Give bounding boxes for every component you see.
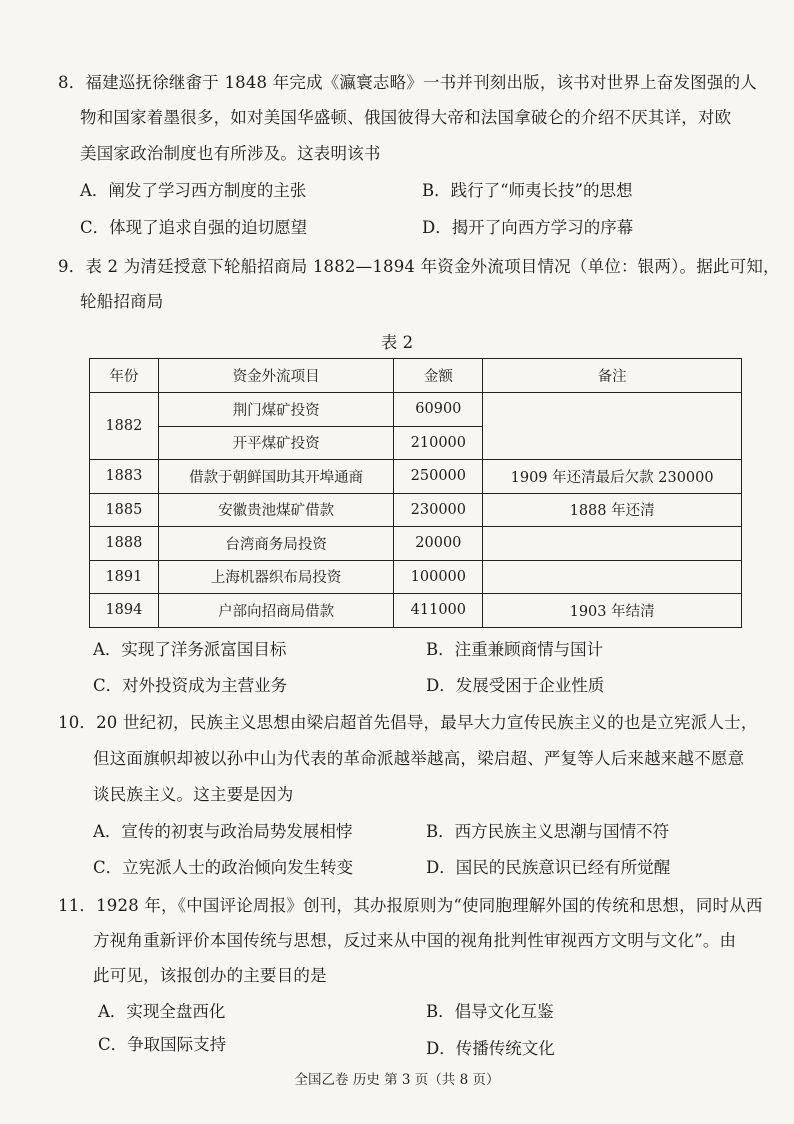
q8-line-2: 物和国家着墨很多，如对美国华盛顿、俄国彼得大帝和法国拿破仑的介绍不厌其详，对欧: [80, 108, 732, 127]
header-note: 备注: [483, 359, 742, 393]
cell-item: 台湾商务局投资: [158, 527, 394, 561]
q8-line-3: 美国家政治制度也有所涉及。这表明该书: [80, 144, 381, 163]
q10-number: 10．: [58, 713, 97, 732]
cell-item: 上海机器织布局投资: [158, 560, 394, 594]
q10-option-b[interactable]: B．西方民族主义思潮与国情不符: [426, 822, 670, 841]
cell-note: [483, 393, 742, 460]
q9-option-d[interactable]: D．发展受困于企业性质: [426, 676, 605, 695]
q8-number: 8．: [58, 73, 86, 92]
header-item: 资金外流项目: [158, 359, 394, 393]
q9-option-a[interactable]: A．实现了洋务派富国目标: [93, 640, 287, 659]
page-footer: 全国乙卷 历史 第 3 页（共 8 页）: [294, 1072, 500, 1088]
q9-option-b[interactable]: B．注重兼顾商情与国计: [426, 640, 604, 659]
cell-note: [483, 527, 742, 561]
q8-option-a[interactable]: A．阐发了学习西方制度的主张: [80, 181, 307, 200]
q10-option-d[interactable]: D．国民的民族意识已经有所觉醒: [426, 858, 671, 877]
q11-line-2: 方视角重新评价本国传统与思想，反过来从中国的视角批判性审视西方文明与文化”。由: [93, 931, 737, 950]
cell-year: 1882: [90, 393, 159, 460]
q10-line-2: 但这面旗帜却被以孙中山为代表的革命派越举越高，梁启超、严复等人后来越来越不愿意: [93, 749, 745, 768]
cell-amount: 100000: [394, 560, 483, 594]
cell-item: 开平煤矿投资: [158, 426, 394, 460]
table-header-row: [90, 359, 742, 393]
table-row: [90, 560, 742, 594]
q10-option-a[interactable]: A．宣传的初衷与政治局势发展相悖: [93, 822, 353, 841]
q8-option-d[interactable]: D．揭开了向西方学习的序幕: [422, 218, 634, 237]
cell-amount: 20000: [394, 527, 483, 561]
q9-line-2: 轮船招商局: [80, 292, 164, 311]
cell-note: 1888 年还清: [483, 493, 742, 527]
table-row: [90, 527, 742, 561]
cell-year: 1885: [90, 493, 159, 527]
q10-line-3: 谈民族主义。这主要是因为: [93, 785, 294, 804]
cell-item: 借款于朝鲜国助其开埠通商: [158, 460, 394, 494]
cell-amount: 411000: [394, 594, 483, 628]
cell-note: 1903 年结清: [483, 594, 742, 628]
capital-outflow-table: [89, 358, 742, 628]
q11-option-d[interactable]: D．传播传统文化: [426, 1039, 555, 1058]
cell-year: 1883: [90, 460, 159, 494]
cell-year: 1894: [90, 594, 159, 628]
q11-line-1: 11．1928 年，《中国评论周报》创刊，其办报原则为“使同胞理解外国的传统和思想，同时从西: [58, 896, 763, 915]
cell-amount: 60900: [394, 393, 483, 427]
q9-line-1: 9．表 2 为清廷授意下轮船招商局 1882—1894 年资金外流项目情况（单位：银两）。据此可知，: [58, 257, 780, 276]
q8-option-b[interactable]: B．践行了“师夷长技”的思想: [422, 181, 633, 200]
q8-option-c[interactable]: C．体现了追求自强的迫切愿望: [80, 218, 308, 237]
header-year: 年份: [90, 359, 159, 393]
table-row: [90, 460, 742, 494]
cell-amount: 250000: [394, 460, 483, 494]
cell-item: 安徽贵池煤矿借款: [158, 493, 394, 527]
q11-line-3: 此可见，该报创办的主要目的是: [93, 966, 327, 985]
cell-note: [483, 560, 742, 594]
table-row: [90, 393, 742, 427]
cell-amount: 210000: [394, 426, 483, 460]
q11-option-b[interactable]: B．倡导文化互鉴: [426, 1002, 554, 1021]
q8-line-1: 8．福建巡抚徐继畬于 1848 年完成《瀛寰志略》一书并刊刻出版，该书对世界上奋发图强的人: [58, 73, 757, 92]
cell-item: 户部向招商局借款: [158, 594, 394, 628]
q11-number: 11．: [58, 896, 97, 915]
cell-year: 1891: [90, 560, 159, 594]
header-amount: 金额: [394, 359, 483, 393]
cell-item: 荆门煤矿投资: [158, 393, 394, 427]
cell-note: 1909 年还清最后欠款 230000: [483, 460, 742, 494]
q10-option-c[interactable]: C．立宪派人士的政治倾向发生转变: [93, 858, 354, 877]
q11-option-a[interactable]: A．实现全盘西化: [98, 1002, 226, 1021]
q9-option-c[interactable]: C．对外投资成为主营业务: [93, 676, 288, 695]
cell-amount: 230000: [394, 493, 483, 527]
table-caption: 表 2: [380, 333, 414, 352]
q11-option-c[interactable]: C．争取国际支持: [98, 1035, 227, 1054]
table-row: [90, 594, 742, 628]
table-row: [90, 493, 742, 527]
q9-number: 9．: [58, 257, 86, 276]
cell-year: 1888: [90, 527, 159, 561]
q10-line-1: 10．20 世纪初，民族主义思想由梁启超首先倡导，最早大力宣传民族主义的也是立宪派人士，: [58, 713, 758, 732]
